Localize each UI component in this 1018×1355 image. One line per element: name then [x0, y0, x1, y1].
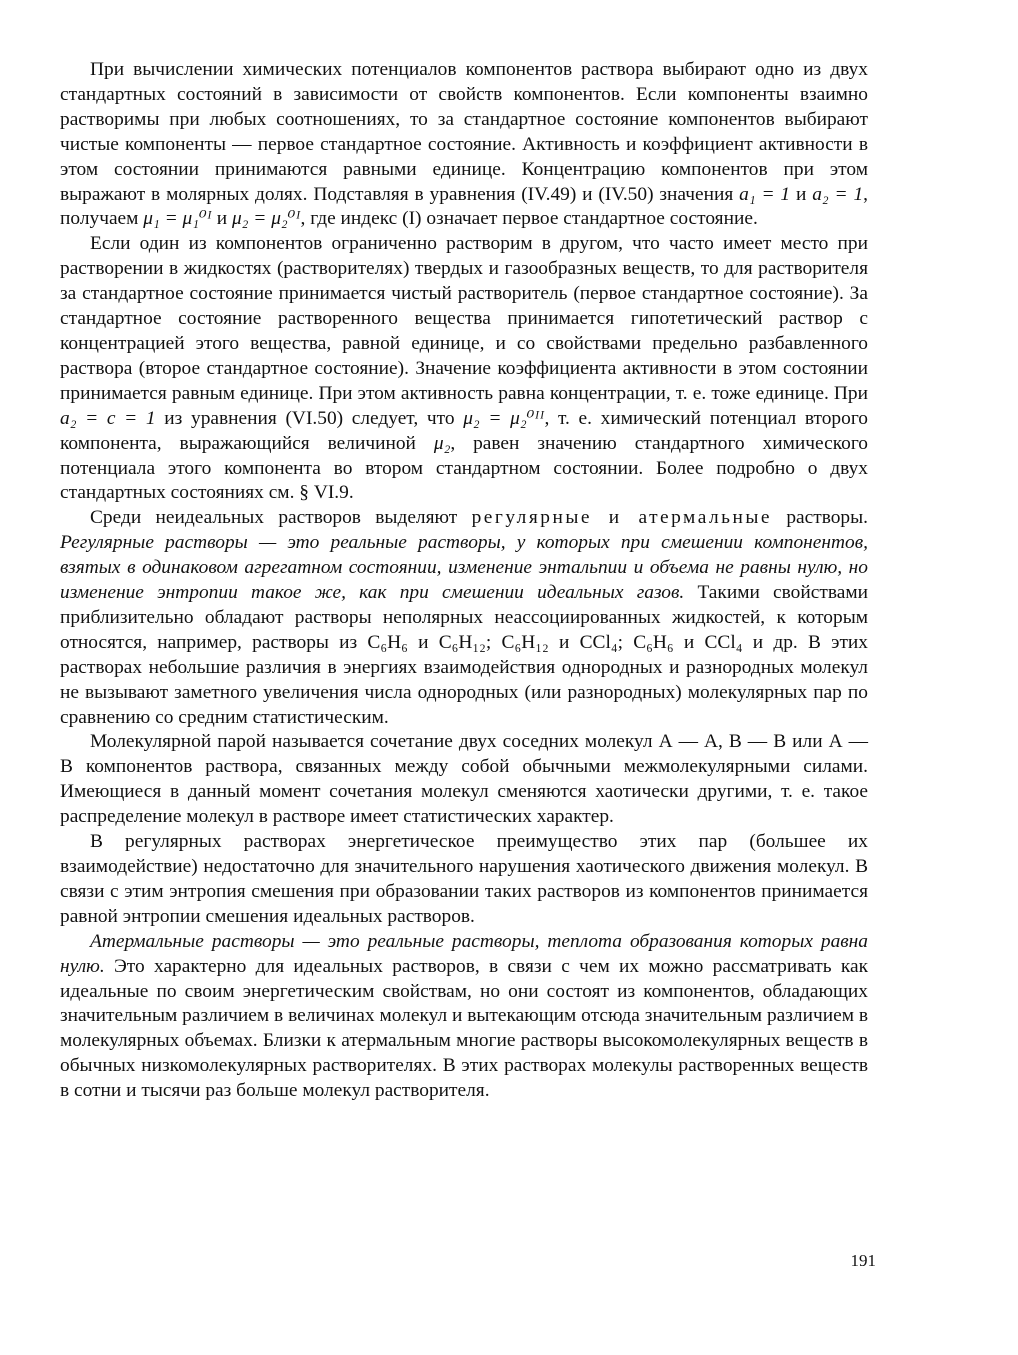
- formula-a2-c: a₂ = c = 1: [60, 407, 156, 429]
- paragraph-athermal-solutions: Атермальные растворы — это реальные растворы, теплота образования которых равна нулю. Это характерно для идеальных растворов, в связи с чем их можно рассматривать как идеальные по своим энергетическим свойствам, но они состоят из компонентов, обладающих значительным различием в величинах молекул и вытекающим отсюда значительным различием в молекулярных объемах. Близки к атермальным многие растворы высокомолекулярных веществ в обычных низкомолекулярных растворителях. В этих растворах молекулы растворенных веществ в сотни и тысячи раз больше молекул растворителя.: [60, 930, 868, 1102]
- formula-a2: a₂ = 1: [812, 183, 864, 205]
- formula-mu1: μ₁ = μ₁⁰ᴵ: [143, 208, 212, 230]
- formula-mu2-symbol: μ₂: [433, 432, 451, 454]
- definition-athermal: Атермальные растворы — это реальные растворы, теплота образования которых равна нулю.: [60, 930, 868, 977]
- paragraph-standard-states: При вычислении химических потенциалов компонентов раствора выбирают одно из двух стандартных состояний в зависимости от свойств компонентов. Если компоненты взаимно растворимы при любых соотношениях, то за стандартное состояние компонентов выбирают чистые компоненты — первое стандартное состояние. Активность и коэффициент активности в этом состоянии принимаются равными единице. Концентрацию компонентов при этом выражают в молярных долях. Подставляя в уравнения (IV.49) и (IV.50) значения a₁ = 1 и a₂ = 1, получаем μ₁ = μ₁⁰ᴵ и μ₂ = μ₂⁰ᴵ, где индекс (I) означает первое стандартное состояние.: [60, 59, 868, 230]
- spaced-term: регулярные и атермальные: [471, 507, 773, 529]
- page-number: 191: [850, 1251, 876, 1270]
- formula-mu2: μ₂ = μ₂⁰ᴵ: [231, 208, 301, 230]
- page-body: [60, 58, 868, 1104]
- paragraph-regular-solutions: Среди неидеальных растворов выделяют регулярные и атермальные растворы. Регулярные растворы — это реальные растворы, у которых при смешении компонентов, взятых в одинаковом агрегатном состоянии, изменение энтальпии и объема не равны нулю, но изменение энтропии такое же, как при смешении идеальных газов. Такими свойствами приблизительно обладают растворы неполярных неассоциированных жидкостей, к которым относятся, например, растворы из C₆H₆ и C₆H₁₂; C₆H₁₂ и CCl₄; C₆H₆ и CCl₄ и др. В этих растворах небольшие различия в энергиях взаимодействия однородных и разнородных молекул не вызывают заметного увеличения числа однородных (или разнородных) молекулярных пар по сравнению со средним статистическим.: [60, 507, 869, 728]
- paragraph-regular-energy: В регулярных растворах энергетическое преимущество этих пар (большее их взаимодействие) недостаточно для значительного нарушения хаотического движения молекул. В связи с этим энтропия смешения при образовании таких растворов из компонентов принимается равной энтропии смешения идеальных растворов.: [60, 831, 868, 927]
- paragraph-molecular-pair: Молекулярной парой называется сочетание двух соседних молекул А — А, В — В или А — В компонентов раствора, связанных между собой обычными межмолекулярными силами. Имеющиеся в данный момент сочетания молекул сменяются хаотически другими, т. е. такое распределение молекул в растворе имеет статистических характер.: [60, 731, 868, 828]
- formula-a1: a₁ = 1: [739, 183, 791, 205]
- definition-regular: Регулярные растворы — это реальные растворы, у которых при смешении компонентов, взятых в одинаковом агрегатном состоянии, изменение энтальпии и объема не равны нулю, но изменение энтропии такое же, как при смешении идеальных газов.: [60, 532, 868, 604]
- formula-mu2-second: μ₂ = μ₂⁰ᴵᴵ: [463, 407, 545, 429]
- paragraph-limited-solubility: Если один из компонентов ограниченно растворим в другом, что часто имеет место при растворении в жидкостях (растворителях) твердых и газообразных веществ, то для растворителя за стандартное состояние принимается чистый растворитель (первое стандартное состояние). За стандартное состояние растворенного вещества принимается гипотетический раствор с концентрацией этого вещества, равной единице, и со свойствами предельно разбавленного раствора (второе стандартное состояние). Значение коэффициента активности в этом состоянии принимается равным единице. При этом активность равна концентрации, т. е. тоже единице. При a₂ = c = 1 из уравнения (VI.50) следует, что μ₂ = μ₂⁰ᴵᴵ, т. е. химический потенциал второго компонента, выражающийся величиной μ₂, равен значению стандартного химического потенциала этого компонента во втором стандартном состоянии. Более подробно о двух стандартных состояниях см. § VI.9.: [60, 233, 869, 504]
